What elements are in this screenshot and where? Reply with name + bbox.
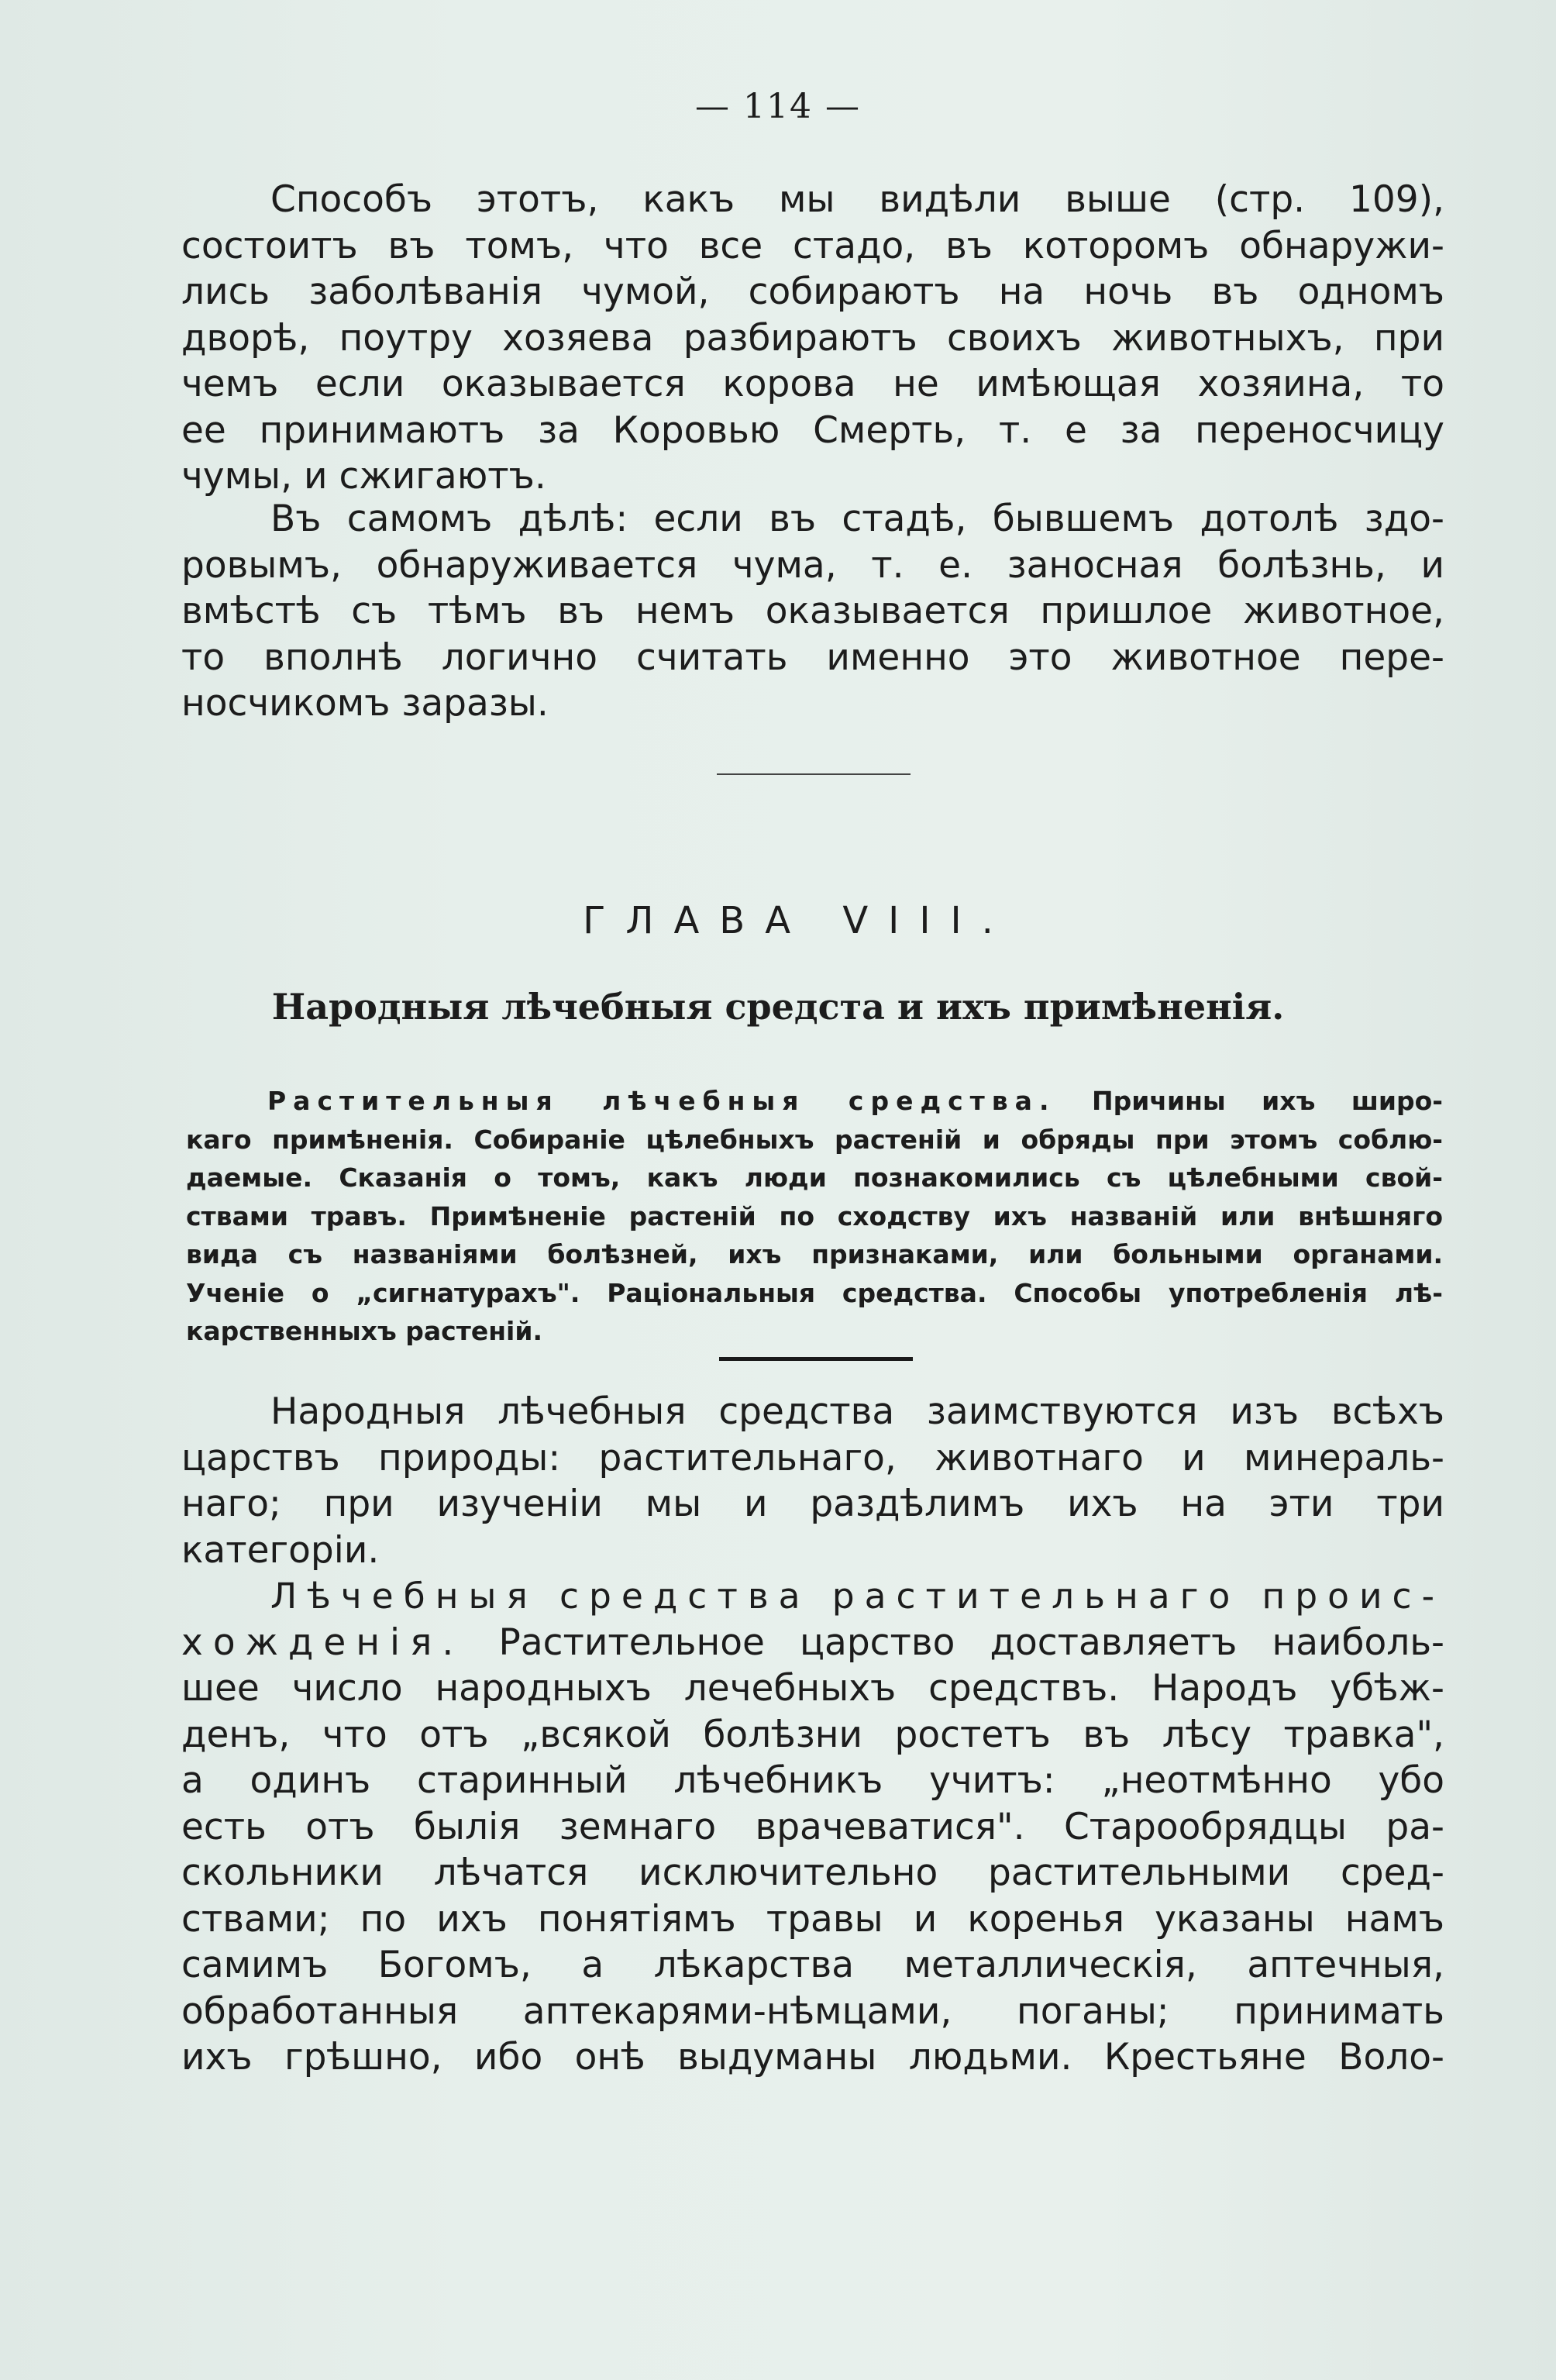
summary-line: даемые. Сказанія о томъ, какъ люди познакомились съ цѣлебными свой- <box>186 1162 1443 1193</box>
text-line: ствами; по ихъ понятіямъ травы и коренья указаны намъ <box>181 1897 1444 1941</box>
chapter-summary <box>186 1082 1443 1351</box>
text-line: вмѣстѣ съ тѣмъ въ немъ оказывается пришлое животное, <box>181 590 1444 632</box>
summary-line: вида съ названіями болѣзней, ихъ признаками, или больными органами. <box>186 1239 1443 1269</box>
text-line: то вполнѣ логично считать именно это животное пере- <box>181 635 1444 679</box>
text-line: Лѣчебныя средства растительнаго проис- <box>270 1576 1444 1617</box>
spaced-term: хожденія. <box>181 1621 464 1664</box>
text-line: ихъ грѣшно, ибо онѣ выдуманы людьми. Крестьяне Воло- <box>181 2036 1444 2079</box>
paragraph-1 <box>181 177 1444 500</box>
text-line: носчикомъ заразы. <box>181 682 549 725</box>
text-line: самимъ Богомъ, а лѣкарства металлическія, аптечныя, <box>181 1944 1444 1986</box>
text-line: а одинъ старинный лѣчебникъ учитъ: „неотмѣнно убо <box>181 1759 1444 1802</box>
paragraph-2 <box>181 496 1444 727</box>
page-number: — 114 — <box>695 87 861 126</box>
text-line: обработанныя аптекарями-нѣмцами, поганы; принимать <box>181 1989 1444 2033</box>
summary-divider <box>719 1357 913 1361</box>
summary-line: карственныхъ растеній. <box>186 1316 542 1346</box>
text-line: шее число народныхъ лечебныхъ средствъ. Народъ убѣж- <box>181 1667 1444 1710</box>
text-line: денъ, что отъ „всякой болѣзни ростетъ въ лѣсу травка", <box>181 1713 1444 1756</box>
summary-line: ствами травъ. Примѣненіе растеній по сходству ихъ названій или внѣшняго <box>186 1200 1443 1231</box>
text-line: чемъ если оказывается корова не имѣющая хозяина, то <box>181 363 1444 405</box>
text-line: Въ самомъ дѣлѣ: если въ стадѣ, бывшемъ дотолѣ здо- <box>270 498 1444 540</box>
section-divider <box>717 773 911 775</box>
text-line: скольники лѣчатся исключительно растительными сред- <box>181 1851 1444 1894</box>
chapter-heading: ГЛАВА VIII. <box>583 899 1014 942</box>
summary-line: Ученіе о „сигнатурахъ". Раціональныя средства. Способы употребленія лѣ- <box>186 1277 1443 1308</box>
text-line: ее принимаютъ за Коровью Смерть, т. е за переносчицу <box>181 408 1444 452</box>
summary-topic: Растительныя лѣчебныя средства. <box>267 1086 1056 1116</box>
paragraph-4 <box>181 1573 1444 2081</box>
chapter-title: Народныя лѣчебныя средста и ихъ примѣненія. <box>271 986 1285 1028</box>
text-line: Народныя лѣчебныя средства заимствуются изъ всѣхъ <box>270 1390 1444 1433</box>
summary-line: Растительныя лѣчебныя средства. Причины ихъ широ- <box>267 1086 1443 1116</box>
text-line: дворѣ, поутру хозяева разбираютъ своихъ животныхъ, при <box>181 316 1444 360</box>
text-line: чумы, и сжигаютъ. <box>181 455 546 498</box>
paragraph-3 <box>181 1389 1444 1573</box>
text-line: лись заболѣванія чумой, собираютъ на ночь въ одномъ <box>181 270 1444 313</box>
text-line: ровымъ, обнаруживается чума, т. е. заносная болѣзнь, и <box>181 543 1444 587</box>
text-line: Способъ этотъ, какъ мы видѣли выше (стр. 109), <box>270 178 1444 221</box>
text-line: хожденія. Растительное царство доставляетъ наиболь- <box>181 1621 1444 1664</box>
text-line: наго; при изученіи мы и раздѣлимъ ихъ на эти три <box>181 1483 1444 1525</box>
text-line: категоріи. <box>181 1528 380 1572</box>
text-line: состоитъ въ томъ, что все стадо, въ которомъ обнаружи- <box>181 224 1444 267</box>
text-line: царствъ природы: растительнаго, животнаго и минераль- <box>181 1436 1444 1479</box>
summary-line: каго примѣненія. Собираніе цѣлебныхъ растеній и обряды при этомъ соблю- <box>186 1124 1443 1155</box>
text-line: есть отъ былія земнаго врачеватися". Старообрядцы ра- <box>181 1805 1444 1848</box>
